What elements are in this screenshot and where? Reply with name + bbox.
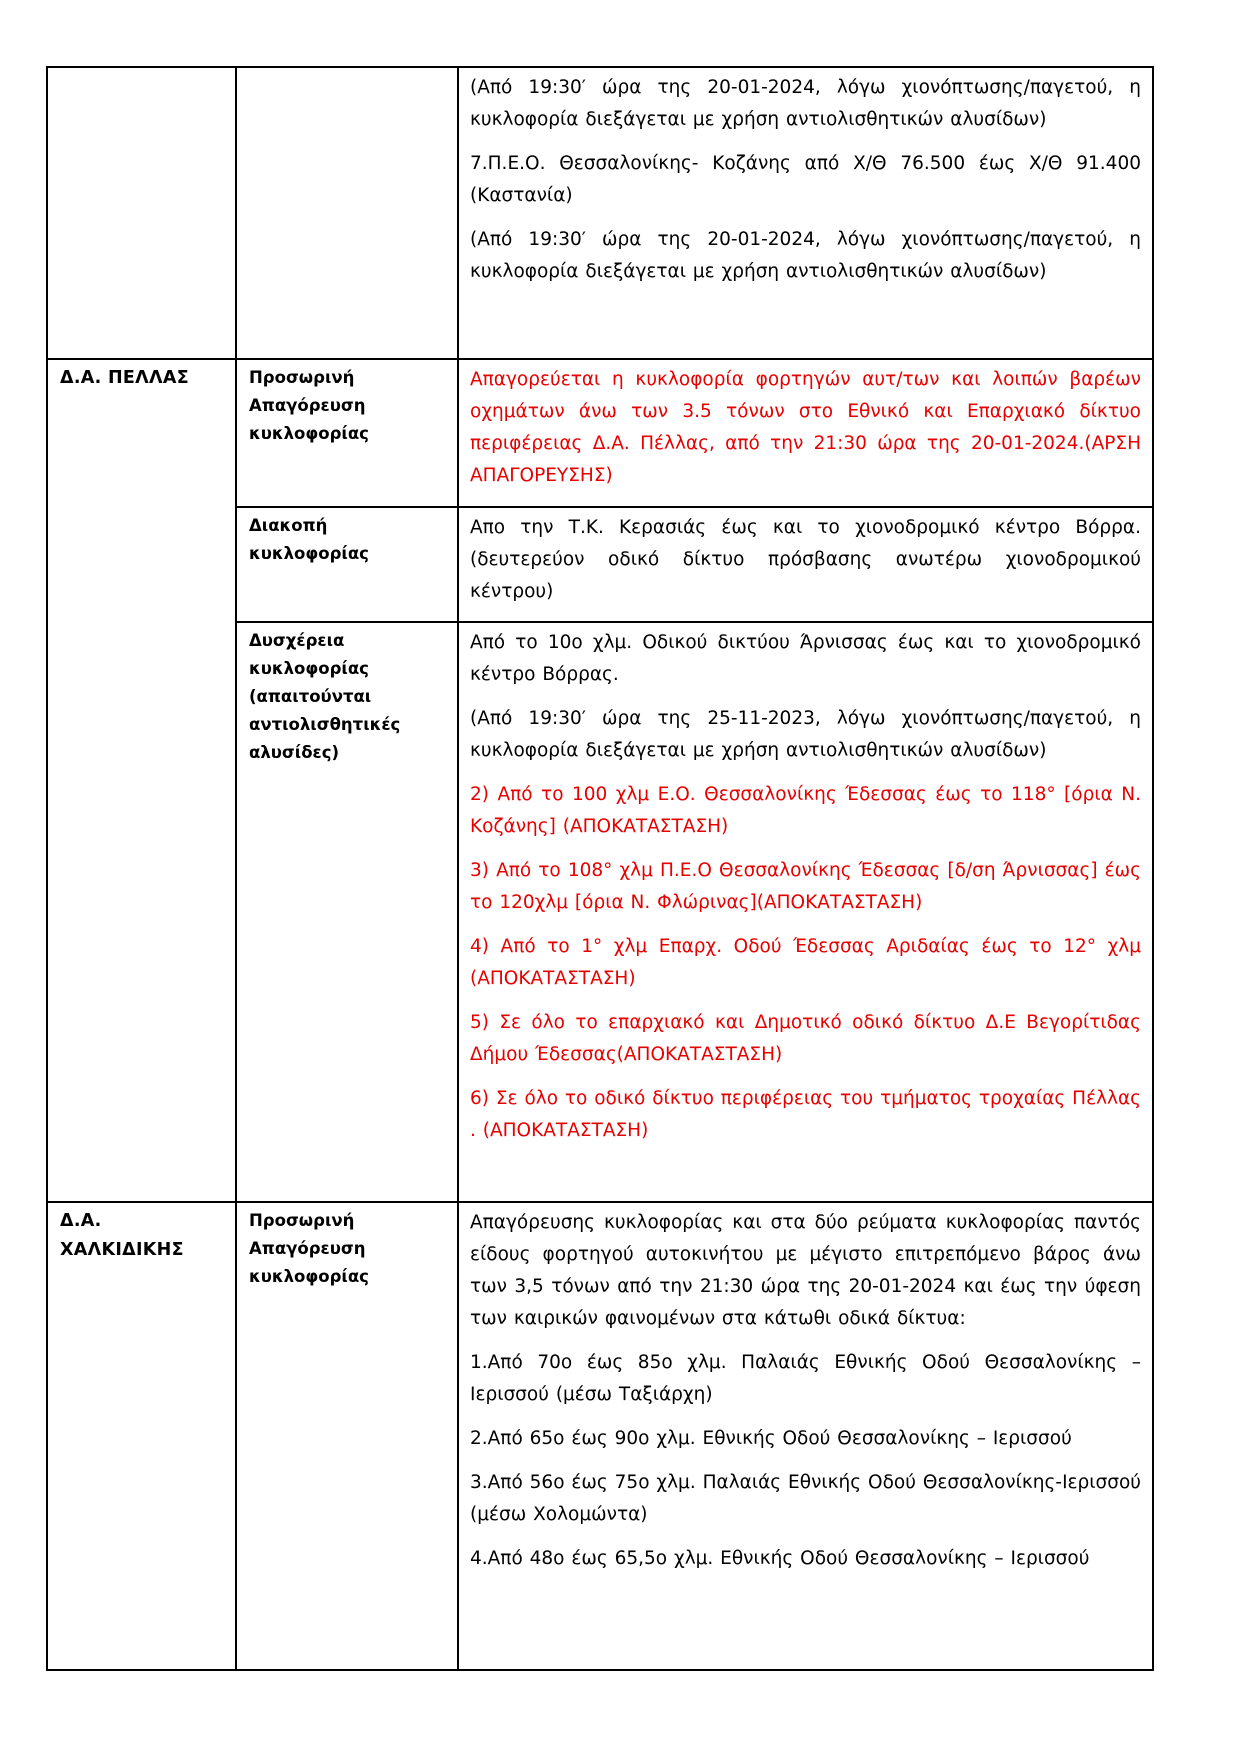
description-paragraph: 4) Από το 1° χλμ Επαρχ. Οδού Έδεσσας Αριδαίας έως το 12° χλμ (ΑΠΟΚΑΤΑΣΤΑΣΗ) (470, 936, 1141, 989)
table-row (47, 1202, 1153, 1670)
description-cell (458, 1202, 1153, 1670)
description-paragraph: Απαγόρευσης κυκλοφορίας και στα δύο ρεύματα κυκλοφορίας παντός είδους φορτηγού αυτοκινήτου με μέγιστο επιτρεπόμενο βάρος άνω των 3,5 τόνων από την 21:30 ώρα της 20-01-2024 και έως την ύφεση των καιρικών φαινομένων στα κάτωθι οδικά δίκτυα: (470, 1212, 1141, 1329)
region-cell (47, 67, 236, 359)
region-cell (47, 359, 236, 1202)
description-paragraph: Από το 10ο χλμ. Οδικού δικτύου Άρνισσας έως και το χιονοδρομικό κέντρο Βόρρας. (470, 632, 1141, 685)
description-paragraph: (Από 19:30′ ώρα της 20-01-2024, λόγω χιονόπτωσης/παγετού, η κυκλοφορία διεξάγεται με χρήση αντιολισθητικών αλυσίδων) (470, 77, 1141, 130)
closure-type-cell (236, 67, 458, 359)
description-paragraph: 6) Σε όλο το οδικό δίκτυο περιφέρειας του τμήματος τροχαίας Πέλλας . (ΑΠΟΚΑΤΑΣΤΑΣΗ) (470, 1088, 1142, 1141)
description-cell (458, 359, 1153, 507)
description-cell (458, 67, 1153, 359)
closure-type-cell (236, 1202, 458, 1670)
region-label-pella: Δ.Α. ΠΕΛΛΑΣ (60, 368, 189, 388)
closure-type-label: Προσωρινή Απαγόρευση κυκλοφορίας (249, 1211, 369, 1286)
description-paragraph: 4.Από 48ο έως 65,5ο χλμ. Εθνικής Οδού Θεσσαλονίκης – Ιερισσού (470, 1548, 1090, 1569)
region-cell (47, 1202, 236, 1670)
description-paragraph: Απαγορεύεται η κυκλοφορία φορτηγών αυτ/των και λοιπών βαρέων οχημάτων άνω των 3.5 τόνων στο Εθνικό και Επαρχιακό δίκτυο περιφέρειας Δ.Α. Πέλλας, από την 21:30 ώρα της 20-01-2024.(ΑΡΣΗ ΑΠΑΓΟΡΕΥΣΗΣ) (470, 369, 1141, 486)
description-paragraph: (Από 19:30′ ώρα της 25-11-2023, λόγω χιονόπτωσης/παγετού, η κυκλοφορία διεξάγεται με χρήση αντιολισθητικών αλυσίδων) (470, 708, 1141, 761)
description-paragraph: 3) Από το 108° χλμ Π.Ε.Ο Θεσσαλονίκης Έδεσσας [δ/ση Άρνισσας] έως το 120χλμ [όρια Ν. Φλώρινας](ΑΠΟΚΑΤΑΣΤΑΣΗ) (470, 860, 1141, 913)
description-paragraph: (Από 19:30′ ώρα της 20-01-2024, λόγω χιονόπτωσης/παγετού, η κυκλοφορία διεξάγεται με χρήση αντιολισθητικών αλυσίδων) (470, 229, 1141, 282)
description-cell (458, 507, 1153, 622)
description-paragraph: Απο την Τ.Κ. Κερασιάς έως και το χιονοδρομικό κέντρο Βόρρα. (δευτερεύον οδικό δίκτυο πρόσβασης ανωτέρω χιονοδρομικού κέντρου) (470, 517, 1141, 602)
closure-type-label (237, 68, 457, 72)
closure-type-cell (236, 359, 458, 507)
closure-type-label: Διακοπή κυκλοφορίας (249, 516, 369, 563)
table-row (47, 359, 1153, 507)
description-paragraph: 3.Από 56ο έως 75ο χλμ. Παλαιάς Εθνικής Οδού Θεσσαλονίκης-Ιερισσού (μέσω Χολομώντα) (470, 1472, 1141, 1525)
description-paragraph: 7.Π.Ε.Ο. Θεσσαλονίκης- Κοζάνης από Χ/Θ 76.500 έως Χ/Θ 91.400 (Καστανία) (470, 153, 1141, 206)
closure-type-label: Δυσχέρεια κυκλοφορίας (απαιτούνται αντιολισθητικές αλυσίδες) (249, 631, 401, 762)
description-cell (458, 622, 1153, 1202)
region-label (48, 68, 235, 72)
closure-type-cell (236, 507, 458, 622)
description-paragraph: 2.Από 65ο έως 90ο χλμ. Εθνικής Οδού Θεσσαλονίκης – Ιερισσού (470, 1428, 1072, 1449)
closure-type-label: Προσωρινή Απαγόρευση κυκλοφορίας (249, 368, 369, 443)
traffic-status-table (46, 66, 1154, 1671)
closure-type-cell (236, 622, 458, 1202)
description-paragraph: 2) Από το 100 χλμ Ε.Ο. Θεσσαλονίκης Έδεσσας έως το 118° [όρια Ν. Κοζάνης] (ΑΠΟΚΑΤΑΣΤΑΣΗ) (470, 784, 1141, 837)
description-paragraph: 5) Σε όλο το επαρχιακό και Δημοτικό οδικό δίκτυο Δ.Ε Βεγορίτιδας Δήμου Έδεσσας(ΑΠΟΚΑΤΑΣΤΑΣΗ) (470, 1012, 1141, 1065)
region-label-chalkidiki: Δ.Α. ΧΑΛΚΙΔΙΚΗΣ (60, 1211, 184, 1260)
table-row (47, 67, 1153, 359)
description-paragraph: 1.Από 70ο έως 85ο χλμ. Παλαιάς Εθνικής Οδού Θεσσαλονίκης – Ιερισσού (μέσω Ταξιάρχη) (470, 1352, 1141, 1405)
